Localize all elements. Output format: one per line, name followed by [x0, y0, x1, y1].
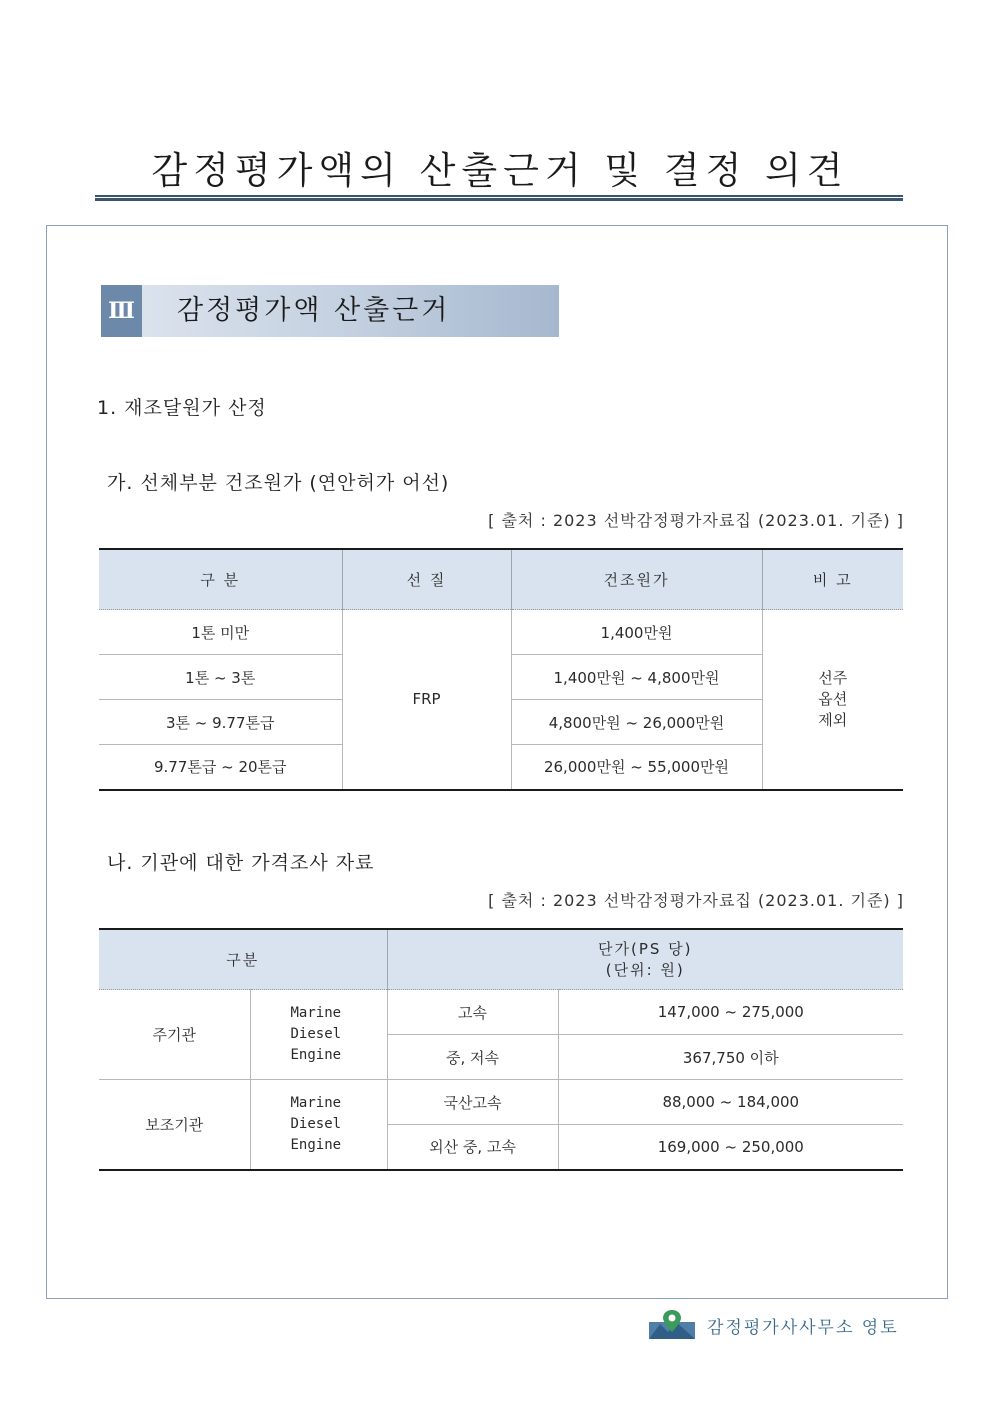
cell-class: 9.77톤급 ~ 20톤급 [99, 745, 342, 790]
cell-engine-group: 보조기관 [99, 1080, 250, 1170]
part-b-heading: 나. 기관에 대한 가격조사 자료 [107, 852, 375, 874]
section-number: Ⅲ [101, 285, 142, 337]
cell-speed: 고속 [387, 990, 558, 1035]
cell-class: 1톤 ~ 3톤 [99, 655, 342, 700]
engine-line: Engine [290, 1136, 342, 1153]
hull-cost-table [99, 548, 903, 791]
cell-cost: 1,400만원 [511, 610, 762, 655]
header-price-line: (단위: 원) [605, 960, 685, 979]
table-row [99, 1080, 903, 1125]
table-row [99, 990, 903, 1035]
header-category: 구분 [99, 929, 387, 990]
table-row [99, 610, 903, 655]
cell-speed: 외산 중, 고속 [387, 1125, 558, 1170]
cell-cost: 26,000만원 ~ 55,000만원 [511, 745, 762, 790]
engine-line: Marine [290, 1005, 342, 1021]
header-class: 구 분 [99, 549, 342, 610]
part-a-source: [ 출처 : 2023 선박감정평가자료집 (2023.01. 기준) ] [488, 511, 904, 530]
cell-engine-type [250, 1080, 387, 1170]
remark-line: 옵션 [818, 689, 848, 708]
header-remark: 비 고 [762, 549, 903, 610]
cell-engine-group: 주기관 [99, 990, 250, 1080]
cell-cost: 1,400만원 ~ 4,800만원 [511, 655, 762, 700]
cell-remark [762, 610, 903, 790]
part-b-source: [ 출처 : 2023 선박감정평가자료집 (2023.01. 기준) ] [488, 891, 904, 910]
cell-price: 88,000 ~ 184,000 [558, 1080, 903, 1125]
cell-price: 367,750 이하 [558, 1035, 903, 1080]
header-cost: 건조원가 [511, 549, 762, 610]
cell-cost: 4,800만원 ~ 26,000만원 [511, 700, 762, 745]
cell-material: FRP [342, 610, 511, 790]
engine-line: Diesel [290, 1026, 342, 1042]
cell-class: 1톤 미만 [99, 610, 342, 655]
section-header [101, 285, 559, 337]
header-material: 선 질 [342, 549, 511, 610]
engine-price-table [99, 928, 903, 1171]
engine-line: Marine [290, 1094, 342, 1111]
cell-engine-type [250, 990, 387, 1080]
title-rule [95, 195, 903, 201]
cell-speed: 국산고속 [387, 1080, 558, 1125]
cell-price: 147,000 ~ 275,000 [558, 990, 903, 1035]
header-unit-price [387, 929, 903, 990]
cell-speed: 중, 저속 [387, 1035, 558, 1080]
heading-1: 1. 재조달원가 산정 [97, 397, 267, 419]
header-price-line: 단가(PS 당) [598, 939, 693, 958]
cell-price: 169,000 ~ 250,000 [558, 1125, 903, 1170]
part-a-heading: 가. 선체부분 건조원가 (연안허가 어선) [107, 472, 450, 494]
section-title: 감정평가액 산출근거 [177, 295, 451, 326]
footer-company: 감정평가사사무소 영토 [707, 1318, 899, 1338]
remark-line: 선주 [818, 668, 848, 687]
engine-line: Engine [290, 1047, 342, 1063]
page-title: 감정평가액의 산출근거 및 결정 의견 [151, 149, 849, 192]
engine-line: Diesel [290, 1115, 342, 1132]
cell-class: 3톤 ~ 9.77톤급 [99, 700, 342, 745]
map-pin-logo-icon [648, 1308, 696, 1340]
remark-line: 제외 [818, 710, 848, 729]
